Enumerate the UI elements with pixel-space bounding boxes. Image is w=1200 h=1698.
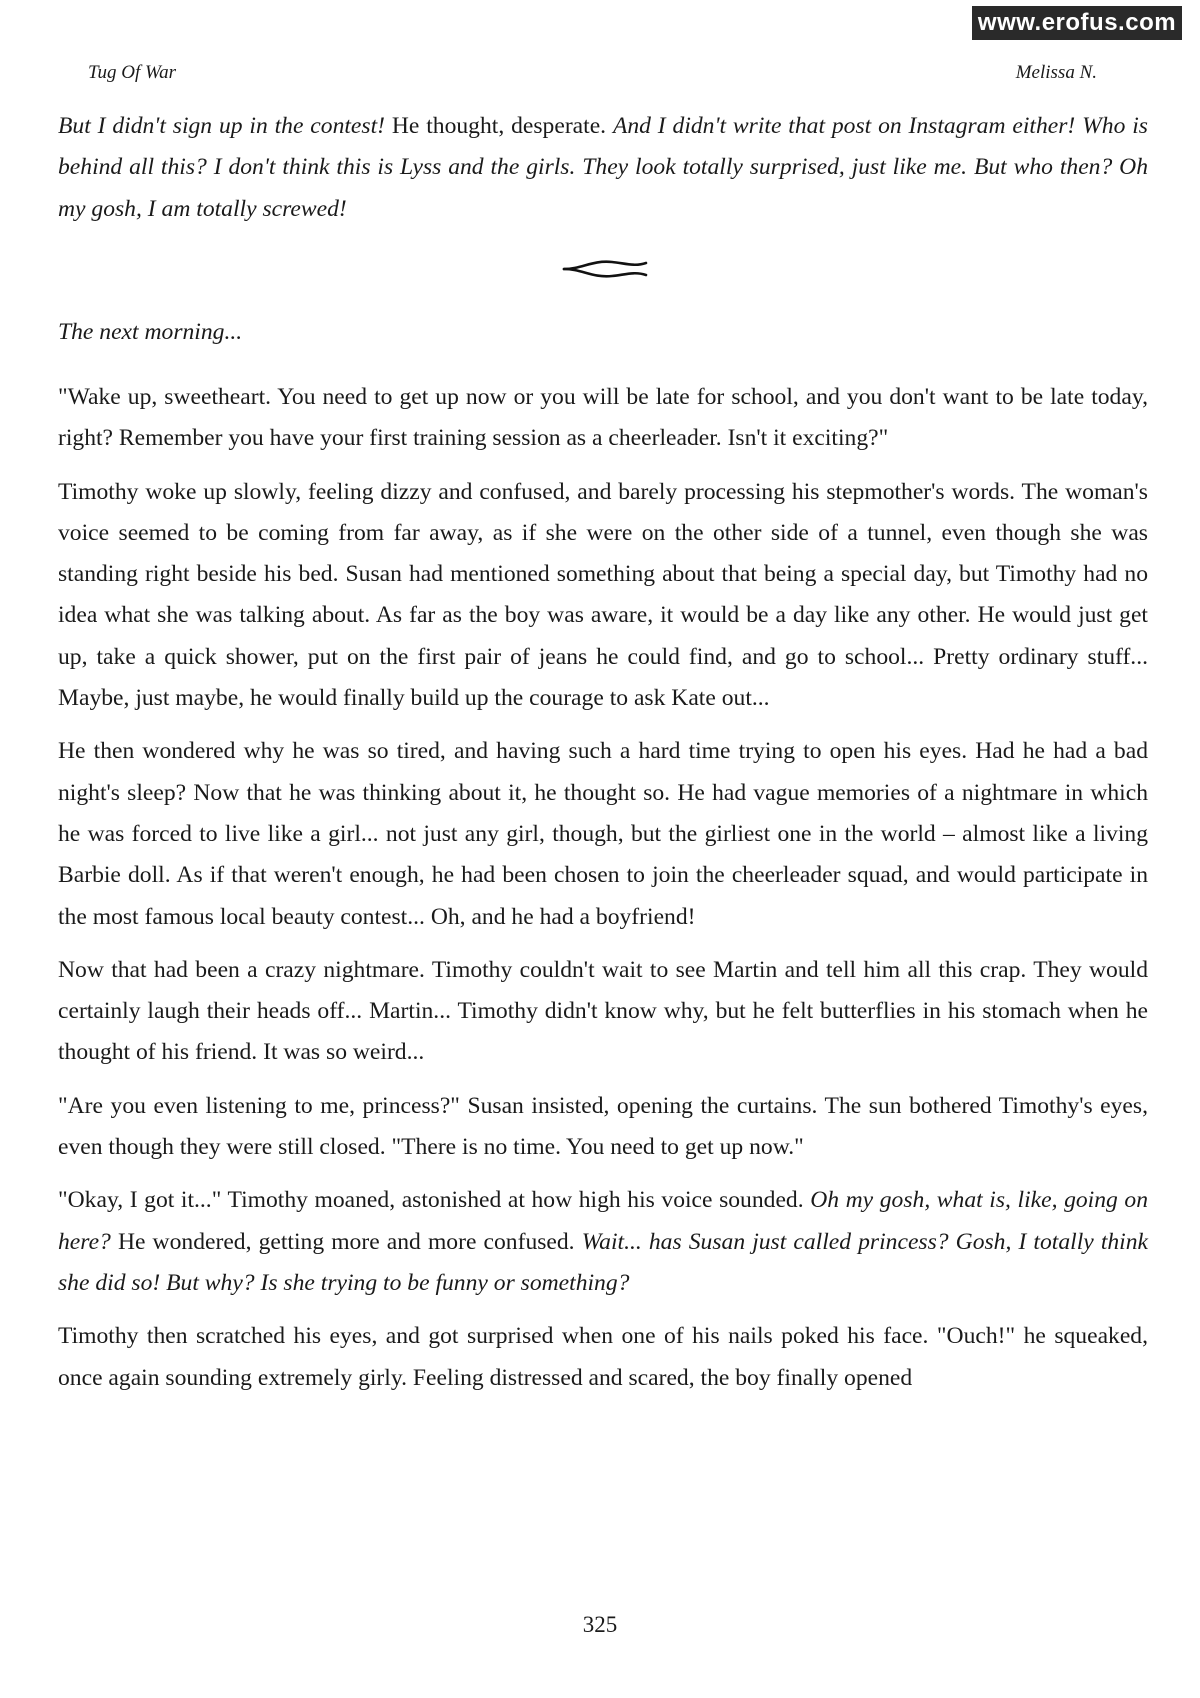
paragraph [58,106,1148,230]
scene-break-ornament-icon [562,258,648,280]
italic-text-segment: And I didn't write that post on Instagram either! Who is behind all this? I don't think this is Lyss and the girls. They look totally surprised, just like me. But who then? Oh my gosh, I am totally screwed! [58,113,1148,222]
text-segment: Now that had been a crazy nightmare. Timothy couldn't wait to see Martin and tell him all this crap. They would certainly laugh their heads off... Martin... Timothy didn't know why, but he felt butterflies in his stomach when he thought of his friend. It was so weird... [58,956,1148,1066]
paragraph [58,1316,1148,1399]
text-segment: He thought, desperate. [385,113,613,139]
page-number: 325 [582,1612,618,1637]
italic-text-segment: But I didn't sign up in the contest! [58,113,385,139]
watermark: www.erofus.com [972,6,1182,40]
text-block-main [58,377,1148,1411]
paragraph [58,1180,1148,1304]
author-name: Melissa N. [1015,62,1097,83]
paragraph [58,950,1148,1074]
paragraph [58,472,1148,720]
text-segment: "Are you even listening to me, princess?" Susan insisted, opening the curtains. The sun bothered Timothy's eyes, even though they were still closed. "There is no time. You need to get up now." [58,1092,1148,1161]
book-title: Tug Of War [88,62,176,83]
paragraph [58,377,1148,460]
text-segment: He wondered, getting more and more confused. [110,1228,582,1255]
paragraph [58,1086,1148,1169]
scene-heading [58,312,242,353]
text-block-upper [58,106,1148,242]
paragraph [58,731,1148,937]
italic-text-segment: Oh my gosh, what is, like, going on here? [58,1187,1148,1255]
text-segment: He then wondered why he was so tired, and having such a hard time trying to open his eyes. Had he had a bad night's sleep? Now that he was thinking about it, he thought so. He had vague memories of a nightmare in which he was forced to live like a girl... not just any girl, though, but the girliest one in the world – almost like a living Barbie doll. As if that weren't enough, he had been chosen to join the cheerleader squad, and would participate in the most famous local beauty contest... Oh, and he had a boyfriend! [58,738,1148,930]
text-segment: Timothy woke up slowly, feeling dizzy and confused, and barely processing his stepmother's words. The woman's voice seemed to be coming from far away, as if she were on the other side of a tunnel, even though she was standing right beside his bed. Susan had mentioned something about that being a special day, but Timothy had no idea what she was talking about. As far as the boy was aware, it would be a day like any other. He would just get up, take a quick shower, put on the first pair of jeans he could find, and go to school... Pretty ordinary stuff... Maybe, just maybe, he would finally build up the courage to ask Kate out... [58,478,1148,712]
text-segment: "Wake up, sweetheart. You need to get up now or you will be late for school, and you don't want to be late today, right? Remember you have your first training session as a cheerleader. Isn't it exciting?" [58,384,1148,452]
text-segment: Timothy then scratched his eyes, and got surprised when one of his nails poked his face. "Ouch!" he squeaked, once again sounding extremely girly. Feeling distressed and scared, the boy finally opened [58,1323,1148,1391]
scene-heading-text: The next morning... [58,319,243,345]
text-segment: "Okay, I got it..." Timothy moaned, astonished at how high his voice sounded. [58,1187,811,1214]
italic-text-segment: Wait... has Susan just called princess? Gosh, I totally think she did so! But why? Is she trying to be funny or something? [58,1228,1148,1296]
